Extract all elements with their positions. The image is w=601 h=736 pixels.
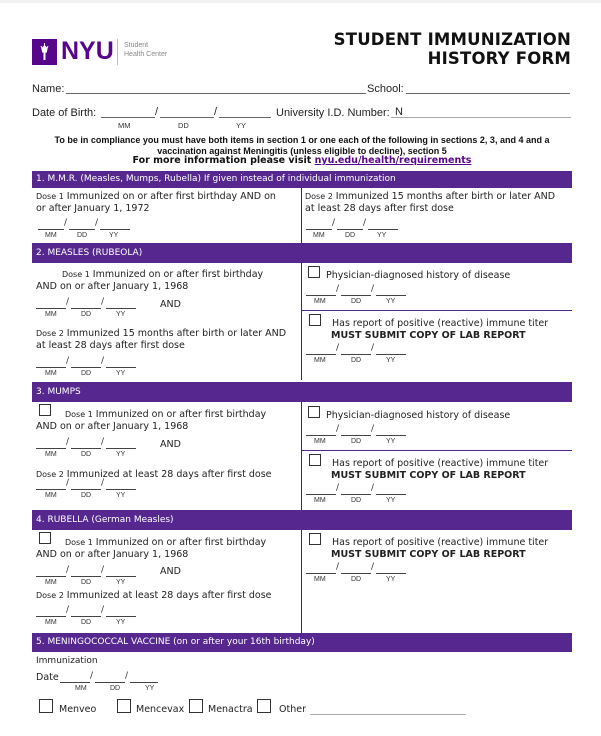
name-label: Name: [32,83,65,95]
measles-physician-checkbox[interactable] [308,266,320,278]
year-field[interactable] [376,285,406,296]
mumps-dose2-date[interactable] [36,479,136,501]
mmr-dose1-text-2: or after January 1, 1972 [36,203,150,214]
rubella-titer-checkbox[interactable] [309,533,321,545]
immunization-label: Immunization [36,656,98,666]
day-field[interactable] [69,219,95,230]
measles-dose1-text-2: AND on or after January 1, 1968 [36,281,189,292]
mumps-physician-checkbox[interactable] [308,406,320,418]
date-separator: / [101,437,105,447]
date-separator: / [101,605,105,615]
dd-caption: DD [77,232,88,239]
dob-day-field[interactable] [160,117,214,118]
month-field[interactable] [36,606,66,617]
year-field[interactable] [106,298,136,309]
dob-yy-caption: YY [236,121,247,130]
mm-caption: MM [314,357,326,364]
dose-text: Immunized on or after first birthday AND on [63,191,276,202]
title-line2: HISTORY FORM [427,49,571,68]
uid-field[interactable] [391,117,571,118]
dd-caption: DD [351,298,362,305]
date-separator: / [101,297,105,307]
dd-caption: DD [351,576,362,583]
year-field[interactable] [106,606,136,617]
mm-caption: MM [45,579,57,586]
mmr-dose2-date[interactable] [306,219,406,241]
dose-tag: Dose 2 [305,192,333,201]
dd-caption: DD [81,451,92,458]
and-label: AND [160,566,181,577]
rubella-dose1-checkbox[interactable] [39,532,51,544]
yy-caption: YY [116,619,126,626]
mm-caption: MM [314,497,326,504]
day-field[interactable] [337,219,363,230]
month-field[interactable] [306,425,336,436]
yy-caption: YY [116,492,126,499]
mening-date[interactable] [60,672,160,694]
compliance-notice-line2: vaccination against Meningitis (unless eligible to decline), section 5 [157,146,447,156]
dd-caption: DD [345,232,356,239]
more-info-text: For more information please visit [132,155,315,166]
mm-caption: MM [313,232,325,239]
date-separator: / [64,218,68,228]
uid-value[interactable]: N [395,106,403,118]
rubella-titer-label: Has report of positive (reactive) immune titer [332,537,549,548]
logo-subtitle-line1: Student [124,42,149,49]
day-field[interactable] [95,672,125,683]
day-field[interactable] [71,357,101,368]
menveo-checkbox[interactable] [39,699,53,713]
date-separator: / [371,424,375,434]
dob-dd-caption: DD [178,121,189,130]
mumps-physician-label: Physician-diagnosed history of disease [326,410,511,421]
mumps-dose1-checkbox[interactable] [39,404,51,416]
month-field[interactable] [306,344,336,355]
date-separator: / [125,671,129,681]
date-separator: / [336,483,340,493]
date-separator: / [332,218,336,228]
date-separator: / [66,356,70,366]
yy-caption: YY [386,357,396,364]
day-field[interactable] [341,285,371,296]
dose-tag: Dose 1 [65,410,93,419]
other-field[interactable] [310,714,466,715]
dob-year-field[interactable] [219,117,271,118]
logo-subtitle [124,41,167,59]
mmr-dose1-date[interactable] [38,219,138,241]
year-field[interactable] [376,484,406,495]
date-separator: / [66,478,70,488]
dose-text: Immunized 15 months after birth or later AND [332,191,556,202]
day-field[interactable] [71,566,101,577]
dd-caption: DD [110,685,121,692]
mumps-lab-note: MUST SUBMIT COPY OF LAB REPORT [331,470,526,481]
measles-physician-label: Physician-diagnosed history of disease [326,270,511,281]
yy-caption: YY [386,438,396,445]
date-separator: / [363,218,367,228]
date-separator: / [336,343,340,353]
month-field[interactable] [306,563,336,574]
date-separator: / [101,356,105,366]
year-field[interactable] [376,563,406,574]
measles-dose2-date[interactable] [36,357,136,379]
dd-caption: DD [81,579,92,586]
other-label: Other [279,704,306,715]
date-separator: / [336,562,340,572]
dose-text: Immunized on or after first birthday [89,269,264,280]
date-separator: / [336,284,340,294]
mumps-titer-label: Has report of positive (reactive) immune titer [332,458,549,469]
nyu-wordmark: NYU [61,37,114,65]
section-1-header: 1. M.M.R. (Measles, Mumps, Rubella) If given instead of individual immunization [32,171,572,188]
dob-mm-caption: MM [118,121,131,130]
yy-caption: YY [116,451,126,458]
yy-caption: YY [386,576,396,583]
date-separator: / [101,478,105,488]
dose-text: Immunized on or after first birthday [92,537,267,548]
year-field[interactable] [106,479,136,490]
date-separator: / [66,565,70,575]
dd-caption: DD [81,619,92,626]
title-line1: STUDENT IMMUNIZATION [333,30,571,49]
rubella-dose1-text [65,537,266,549]
dd-caption: DD [81,311,92,318]
mm-caption: MM [75,685,87,692]
row-divider [302,310,572,311]
measles-titer-checkbox[interactable] [309,314,321,326]
section-4-header: 4. RUBELLA (German Measles) [32,510,572,530]
column-divider [301,263,302,380]
torch-icon [32,39,57,65]
day-field[interactable] [341,344,371,355]
mm-caption: MM [45,311,57,318]
logo-subtitle-line2: Health Center [124,51,168,58]
requirements-link[interactable]: nyu.edu/health/requirements [314,155,472,166]
year-field[interactable] [376,344,406,355]
measles-dose1-date[interactable] [36,298,136,320]
dob-month-field[interactable] [101,117,155,118]
date-separator: / [66,605,70,615]
date-separator: / [371,343,375,353]
uid-label: University I.D. Number: [276,107,390,119]
column-divider [301,188,302,243]
dose-text: Immunized at least 28 days after first dose [63,469,272,480]
date-separator: / [95,218,99,228]
dose-tag: Dose 2 [36,329,64,338]
dd-caption: DD [351,357,362,364]
yy-caption: YY [116,370,126,377]
section-2-header: 2. MEASLES (RUBEOLA) [32,243,572,263]
yy-caption: YY [109,232,119,239]
dose-tag: Dose 2 [36,591,64,600]
date-separator: / [90,671,94,681]
rubella-dose2-date[interactable] [36,606,136,628]
day-field[interactable] [341,425,371,436]
more-info-line [32,155,572,166]
month-field[interactable] [60,672,90,683]
month-field[interactable] [306,285,336,296]
day-field[interactable] [71,438,101,449]
date-separator: / [371,284,375,294]
month-field[interactable] [306,484,336,495]
dd-caption: DD [351,438,362,445]
mumps-dose1-date[interactable] [36,438,136,460]
yy-caption: YY [116,311,126,318]
name-field[interactable] [66,93,366,94]
yy-caption: YY [386,497,396,504]
day-field[interactable] [71,479,101,490]
dob-separator: / [155,106,159,118]
row-divider [302,450,572,451]
yy-caption: YY [145,685,155,692]
mumps-physician-date[interactable] [306,425,406,447]
mencevax-label: Mencevax [136,704,185,715]
measles-dose2-text [36,328,286,340]
measles-dose2-text-2: at least 28 days after first dose [36,340,185,351]
year-field[interactable] [368,219,398,230]
nyu-torch-logo [32,39,57,65]
date-separator: / [66,437,70,447]
compliance-notice-line1: To be in compliance you must have both items in section 1 or one each of the following in sections 2, 3, and 4 and a [54,135,550,145]
rubella-lab-note: MUST SUBMIT COPY OF LAB REPORT [331,549,526,560]
mencevax-checkbox[interactable] [117,699,131,713]
year-field[interactable] [376,425,406,436]
menactra-checkbox[interactable] [189,699,203,713]
date-separator: / [336,424,340,434]
rubella-dose2-text [36,590,272,602]
school-label: School: [367,83,404,95]
yy-caption: YY [386,298,396,305]
measles-titer-date[interactable] [306,344,406,366]
rubella-dose1-text-2: AND on or after January 1, 1968 [36,549,189,560]
menactra-label: Menactra [208,704,253,715]
top-border [0,0,601,3]
mm-caption: MM [314,298,326,305]
month-field[interactable] [306,219,332,230]
date-separator: / [371,562,375,572]
month-field[interactable] [36,357,66,368]
dd-caption: DD [351,497,362,504]
mumps-titer-checkbox[interactable] [309,454,321,466]
dose-text: Immunized 15 months after birth or later AND [63,328,287,339]
month-field[interactable] [36,566,66,577]
day-field[interactable] [71,606,101,617]
logo-divider [117,39,118,65]
dose-text: Immunized at least 28 days after first dose [63,590,272,601]
and-label: AND [160,439,181,450]
measles-titer-label: Has report of positive (reactive) immune titer [332,318,549,329]
mumps-dose1-text-2: AND on or after January 1, 1968 [36,421,189,432]
dose-tag: Dose 1 [65,538,93,547]
mmr-dose2-text [305,191,555,203]
rubella-titer-date[interactable] [306,563,406,585]
year-field[interactable] [106,438,136,449]
column-divider [301,402,302,510]
school-field[interactable] [406,93,570,94]
and-label: AND [160,299,181,310]
dose-tag: Dose 1 [36,192,64,201]
mmr-dose2-text-2: at least 28 days after first dose [305,203,454,214]
month-field[interactable] [36,438,66,449]
rubella-dose1-date[interactable] [36,566,136,588]
month-field[interactable] [36,479,66,490]
mm-caption: MM [45,232,57,239]
section-3-header: 3. MUMPS [32,382,572,402]
month-field[interactable] [36,298,66,309]
other-checkbox[interactable] [257,699,271,713]
mmr-dose1-text [36,191,276,203]
date-label: Date [36,672,59,683]
section-5-header: 5. MENINGOCOCCAL VACCINE (on or after your 16th birthday) [32,633,572,652]
dose-tag: Dose 2 [36,470,64,479]
year-field[interactable] [130,672,158,683]
mm-caption: MM [45,370,57,377]
day-field[interactable] [71,298,101,309]
menveo-label: Menveo [59,704,97,715]
dd-caption: DD [81,492,92,499]
dose-text: Immunized on or after first birthday [92,409,267,420]
measles-lab-note: MUST SUBMIT COPY OF LAB REPORT [331,330,526,341]
mumps-titer-date[interactable] [306,484,406,506]
day-field[interactable] [341,484,371,495]
measles-physician-date[interactable] [306,285,406,307]
date-separator: / [66,297,70,307]
page-title [334,30,571,68]
measles-dose1-text [62,269,263,281]
year-field[interactable] [106,566,136,577]
mm-caption: MM [45,492,57,499]
mm-caption: MM [314,438,326,445]
year-field[interactable] [100,219,130,230]
date-separator: / [101,565,105,575]
mm-caption: MM [314,576,326,583]
day-field[interactable] [341,563,371,574]
yy-caption: YY [116,579,126,586]
dob-label: Date of Birth: [32,107,97,119]
dd-caption: DD [81,370,92,377]
date-separator: / [371,483,375,493]
month-field[interactable] [38,219,64,230]
dob-separator: / [214,106,218,118]
dose-tag: Dose 1 [62,270,90,279]
mumps-dose1-text [65,409,266,421]
year-field[interactable] [106,357,136,368]
yy-caption: YY [377,232,387,239]
mm-caption: MM [45,451,57,458]
column-divider [301,530,302,633]
mm-caption: MM [45,619,57,626]
